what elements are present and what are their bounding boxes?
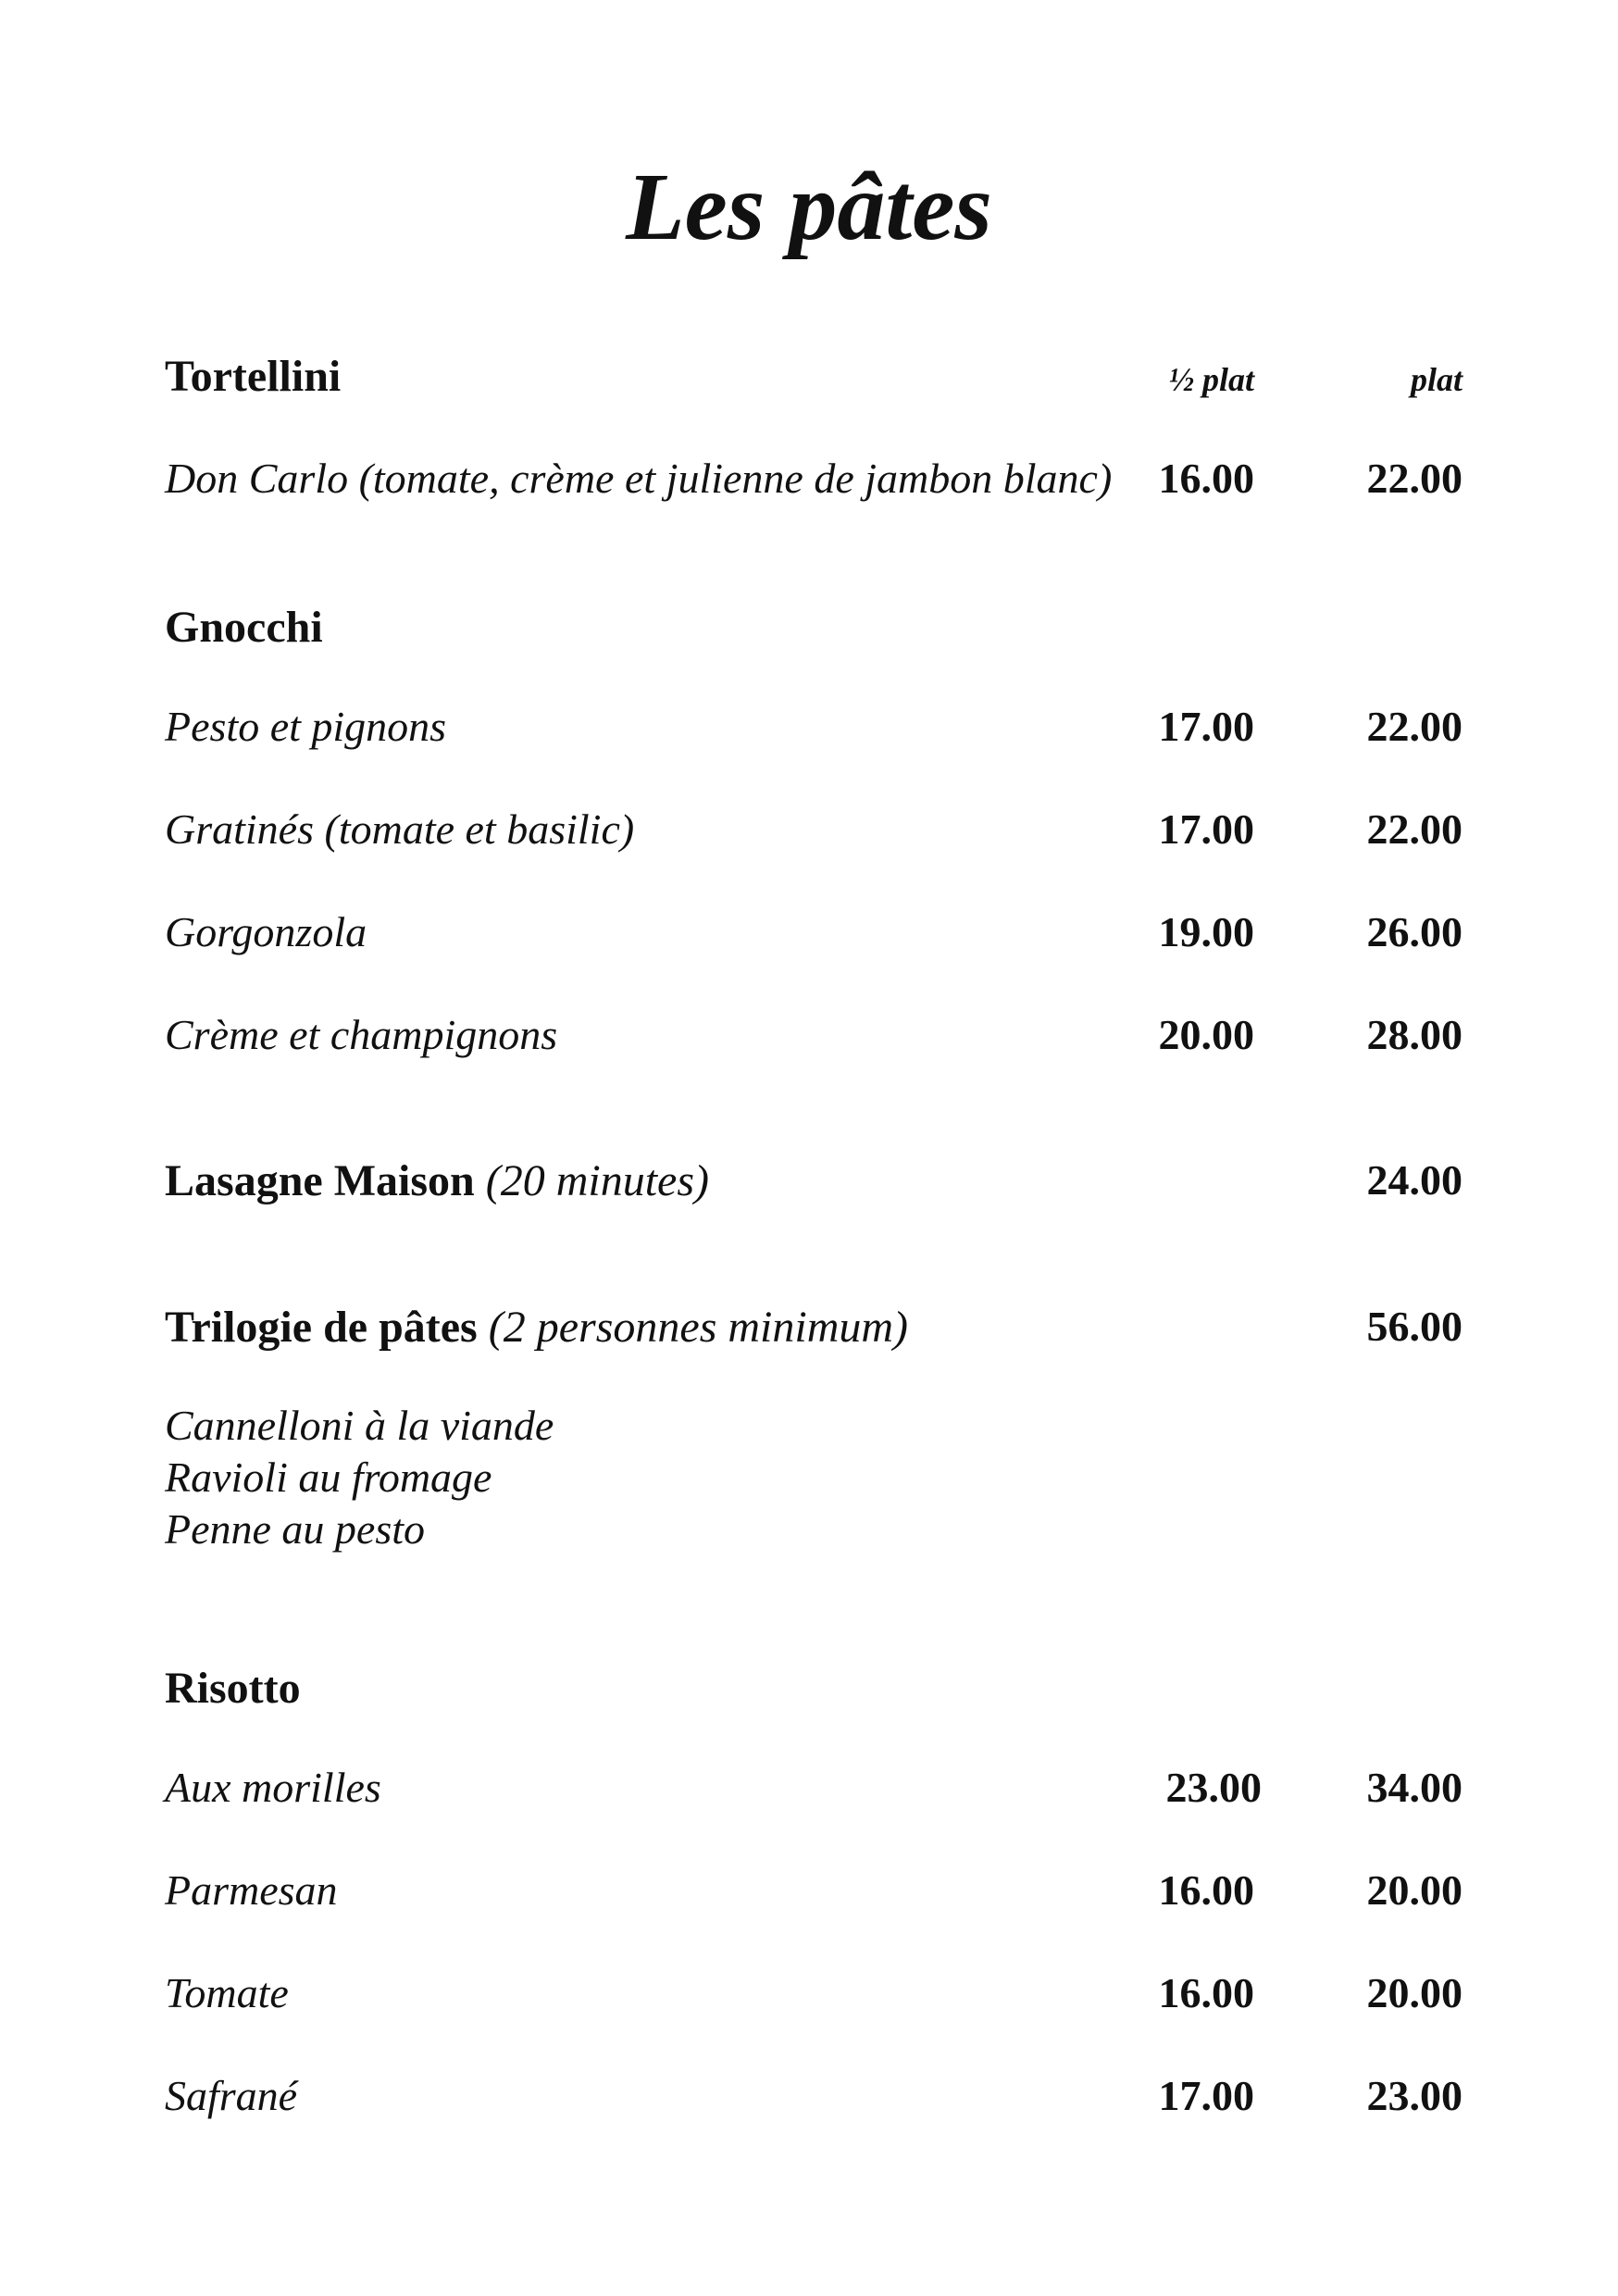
trilogie-components — [165, 1400, 998, 1555]
price-half: 20.00 — [1158, 1011, 1254, 1058]
section-heading-gnocchi: Gnocchi — [165, 603, 323, 652]
page-title: Les pâtes — [626, 154, 992, 260]
menu-item-name: Pesto et pignons — [165, 703, 447, 750]
section-heading-trilogie — [165, 1305, 908, 1350]
price-full: 24.00 — [1366, 1156, 1462, 1204]
trilogie-title: Trilogie de pâtes — [165, 1303, 478, 1352]
price-full: 23.00 — [1366, 2072, 1462, 2119]
price-full: 22.00 — [1366, 703, 1462, 750]
menu-item-name: Safrané — [165, 2072, 298, 2119]
menu-item-name: Gratinés (tomate et basilic) — [165, 805, 635, 853]
column-header-plat: plat — [1410, 361, 1462, 398]
price-half: 16.00 — [1158, 1866, 1254, 1914]
lasagne-note: (20 minutes) — [485, 1156, 710, 1205]
price-full: 22.00 — [1366, 455, 1462, 502]
list-item: Cannelloni à la viande — [165, 1402, 554, 1449]
menu-item-name: Don Carlo (tomate, crème et julienne de jambon blanc) — [165, 455, 1113, 502]
price-half: 16.00 — [1158, 1969, 1254, 2016]
price-full: 22.00 — [1366, 805, 1462, 853]
section-heading-lasagne — [165, 1156, 710, 1205]
price-half: 17.00 — [1158, 805, 1254, 853]
menu-item-name: Aux morilles — [165, 1764, 381, 1811]
menu-item-name: Parmesan — [165, 1866, 338, 1914]
trilogie-note: (2 personnes minimum) — [488, 1303, 909, 1352]
price-full: 20.00 — [1366, 1866, 1462, 1914]
lasagne-title: Lasagne Maison — [165, 1156, 475, 1205]
menu-item-name: Gorgonzola — [165, 908, 367, 955]
price-full: 26.00 — [1366, 908, 1462, 955]
list-item: Penne au pesto — [165, 1505, 426, 1553]
price-full: 28.00 — [1366, 1011, 1462, 1058]
price-full: 56.00 — [1366, 1303, 1462, 1350]
section-heading-risotto: Risotto — [165, 1664, 301, 1713]
section-heading-tortellini: Tortellini — [165, 352, 342, 401]
price-half: 19.00 — [1158, 908, 1254, 955]
price-half: 17.00 — [1158, 2072, 1254, 2119]
price-half: 16.00 — [1158, 455, 1254, 502]
list-item: Ravioli au fromage — [165, 1454, 492, 1501]
menu-item-name: Tomate — [165, 1969, 289, 2016]
price-half: 23.00 — [1165, 1764, 1262, 1811]
menu-item-name: Crème et champignons — [165, 1011, 558, 1058]
price-full: 20.00 — [1366, 1969, 1462, 2016]
column-header-half-plat: ½ plat — [1168, 361, 1254, 398]
price-full: 34.00 — [1366, 1764, 1462, 1811]
price-half: 17.00 — [1158, 703, 1254, 750]
